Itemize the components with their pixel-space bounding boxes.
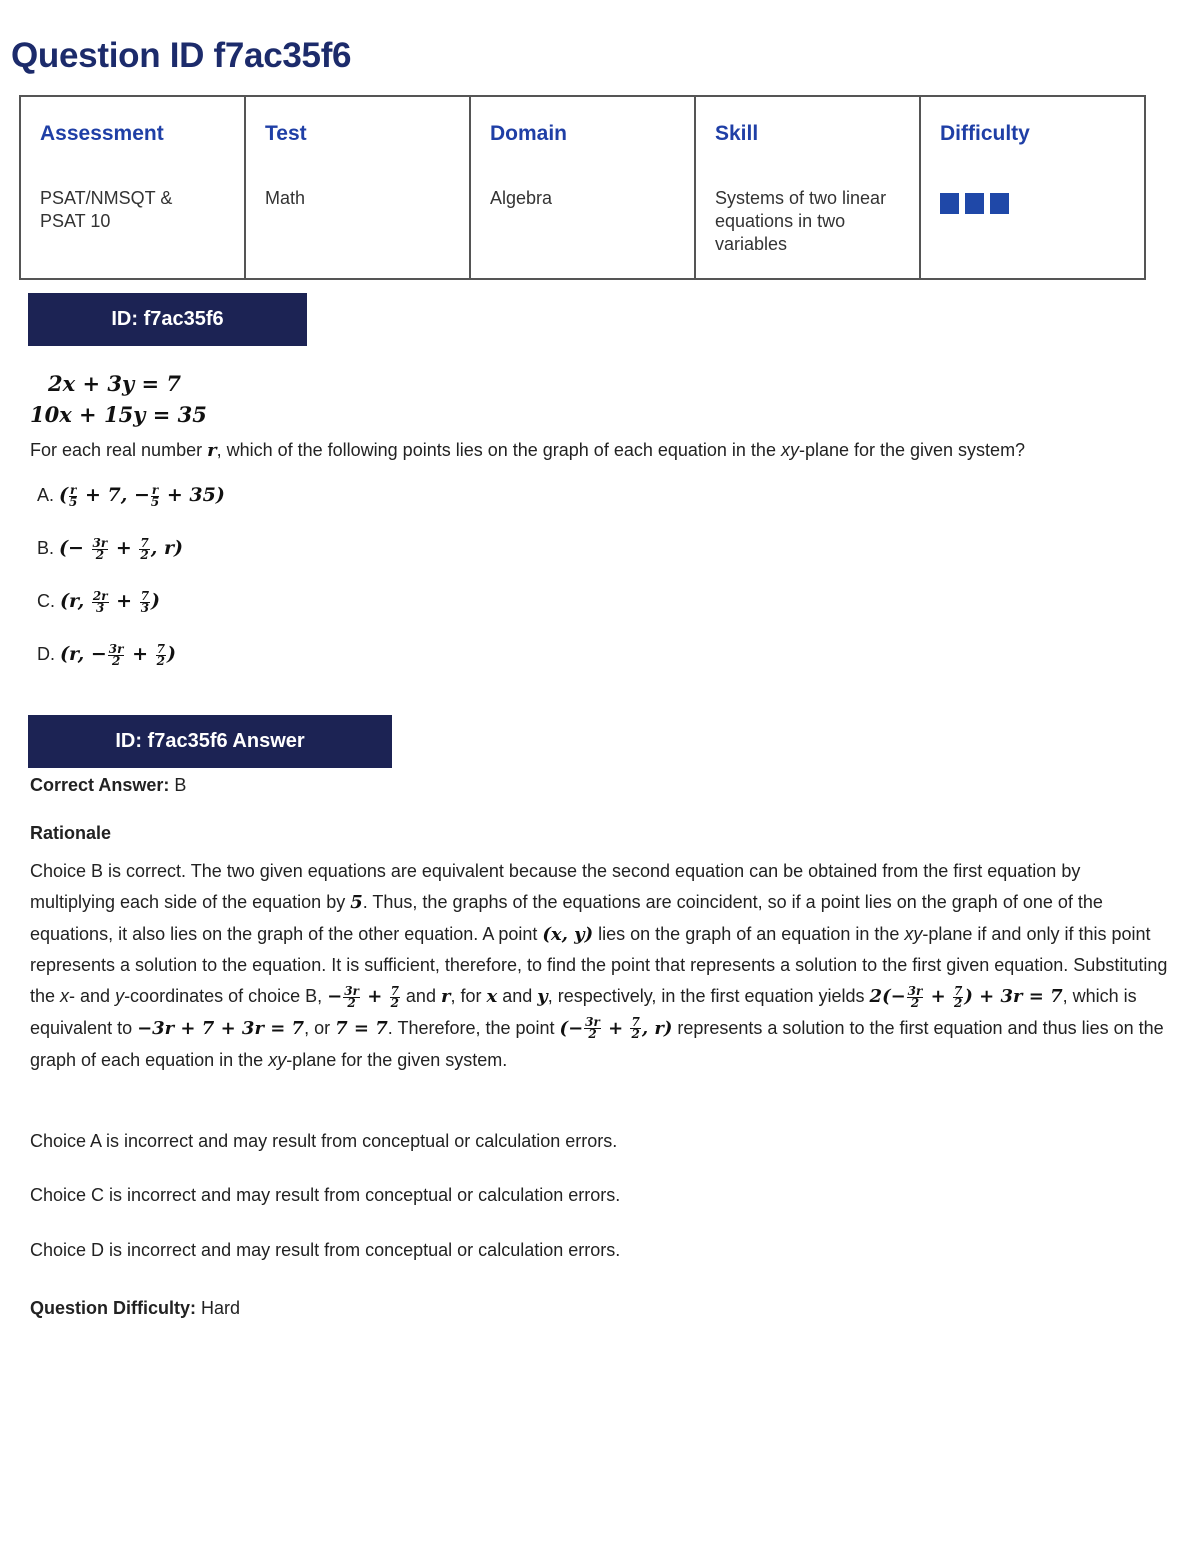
- test-value: Math: [265, 188, 306, 208]
- difficulty-header: Difficulty: [940, 122, 1030, 145]
- question-difficulty-value: Hard: [201, 1298, 241, 1318]
- choice-expression: (r, $\frac{2r}{3}$ + $\frac{7}{3}$ ): [60, 588, 161, 615]
- choice-c-note: Choice C is incorrect and may result from conceptual or calculation errors.: [30, 1185, 621, 1205]
- difficulty-indicator: [940, 193, 1125, 214]
- domain-value: Algebra: [490, 188, 553, 208]
- difficulty-cell: [920, 96, 1145, 279]
- question-id-banner: ID: f7ac35f6: [28, 293, 307, 346]
- rationale-heading: Rationale: [30, 823, 112, 843]
- choice-label: B.: [37, 538, 55, 559]
- choice-d-note: Choice D is incorrect and may result from conceptual or calculation errors.: [30, 1240, 621, 1260]
- correct-answer: [30, 775, 186, 796]
- skill-header: Skill: [715, 122, 759, 145]
- choice-a-note: Choice A is incorrect and may result from conceptual or calculation errors.: [30, 1131, 618, 1151]
- choice-c: [37, 590, 160, 614]
- page-title: Question ID f7ac35f6: [11, 36, 352, 75]
- choice-d: [37, 643, 176, 667]
- assessment-cell: [20, 96, 245, 279]
- difficulty-bar: [940, 193, 959, 214]
- choice-expression: ( $\frac{r}{5}$ + 7, − $\frac{r}{5}$ + 35): [59, 482, 225, 509]
- choice-expression: (r, − $\frac{3r}{2}$ + $\frac{7}{2}$ ): [60, 641, 176, 668]
- choice-b: [37, 537, 183, 561]
- correct-answer-value: B: [174, 775, 187, 795]
- rationale-paragraph: Choice B is correct. The two given equations are equivalent because the second equation can be obtained from the first equation by multiplying each side of the equation by 5. Thus, the graphs of the equations are coincident, so if a point lies on the graph of one of the equations, it also lies on the graph of the other equation. A point (x, y) lies on the graph of an equation in the xy-plane if and only if this point represents a solution to the equation. It is sufficient, therefore, to find the point that represents a solution to the first given equation. Substituting the x- and y-coordinates of choice B, − $\frac{3r}{2}$ + $\frac{7}{2}$ and r, for x and y, respectively, in the first equation yields 2(− $\frac{3r}{2}$ + $\frac{7}{2}$ ) + 3r = 7, which is equivalent to −3r + 7 + 3r = 7, or 7 = 7. Therefore, the point (− $\frac{3r}{2}$ + $\frac{7}{2}$ , r) represents a solution to the first equation and thus lies on the graph of each equation in the xy-plane for the given system.: [30, 861, 1168, 1070]
- choice-a: [37, 484, 225, 508]
- correct-answer-label: Correct Answer:: [30, 775, 170, 795]
- equation-2: 10x + 15y = 35: [30, 402, 207, 427]
- skill-value: Systems of two linear equations in two variables: [715, 188, 887, 254]
- choice-label: A.: [37, 485, 55, 506]
- domain-cell: [470, 96, 695, 279]
- assessment-header: Assessment: [40, 122, 164, 145]
- domain-header: Domain: [490, 122, 568, 145]
- question-metadata-table: [19, 95, 1146, 280]
- test-header: Test: [265, 122, 307, 145]
- question-difficulty-label: Question Difficulty:: [30, 1298, 196, 1318]
- assessment-value: PSAT/NMSQT & PSAT 10: [40, 188, 173, 231]
- skill-cell: [695, 96, 920, 279]
- difficulty-bar: [990, 193, 1009, 214]
- question-difficulty: [30, 1298, 240, 1319]
- choice-label: C.: [37, 591, 55, 612]
- equation-1: 2x + 3y = 7: [48, 371, 181, 396]
- answer-id-banner: ID: f7ac35f6 Answer: [28, 715, 392, 768]
- choice-expression: (− $\frac{3r}{2}$ + $\frac{7}{2}$ , r): [59, 535, 183, 562]
- test-cell: [245, 96, 470, 279]
- difficulty-bar: [965, 193, 984, 214]
- question-text: For each real number r, which of the following points lies on the graph of each equation in the xy-plane for the given system?: [30, 440, 1026, 461]
- choice-label: D.: [37, 644, 55, 665]
